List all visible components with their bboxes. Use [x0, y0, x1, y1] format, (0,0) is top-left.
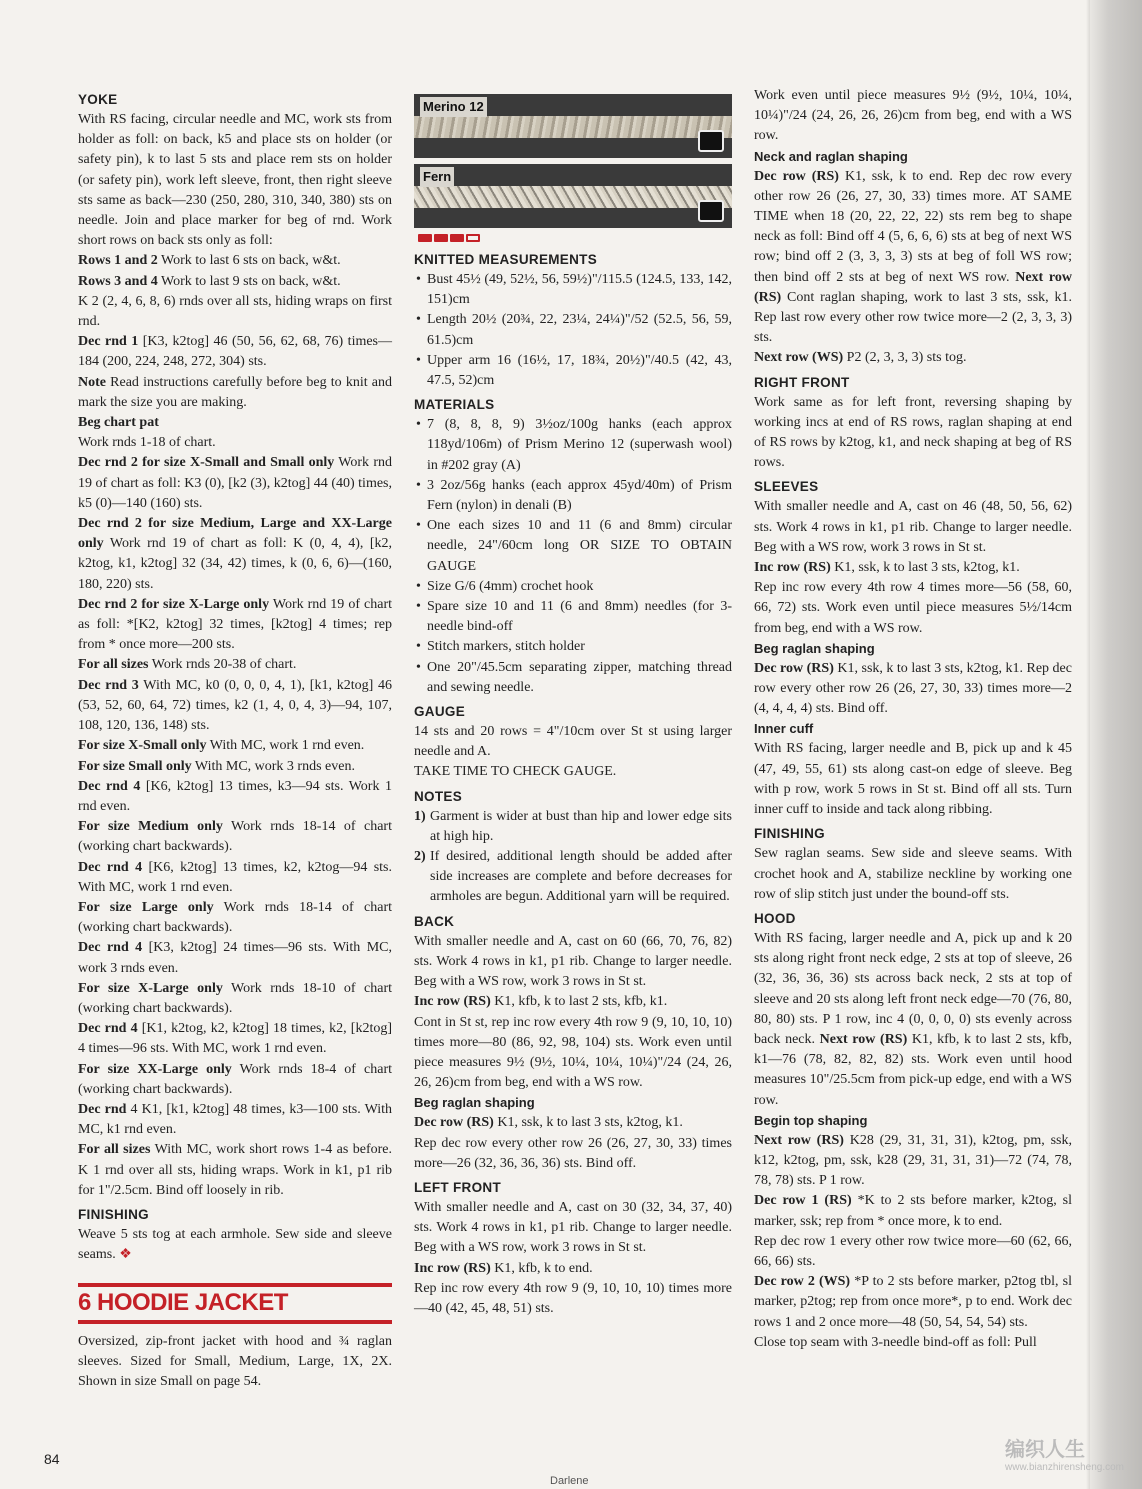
paragraph: Sew raglan seams. Sew side and sleeve seams. With crochet hook and A, stabilize neckline by working one row of slip stitch just under the bound-off sts. [754, 846, 1072, 902]
section-heading-notes: NOTES [414, 788, 463, 804]
paragraph: With smaller needle and A, cast on 46 (48, 50, 56, 62) sts. Work 4 rows in k1, p1 rib. Change to larger needle. Beg with a WS row, work 3 rows in St st. [754, 499, 1072, 555]
paragraph: Inc row (RS) K1, kfb, k to end. [414, 1260, 593, 1276]
paragraph: Rep dec row 1 every other row twice more—60 (62, 66, 66, 66) sts. [754, 1233, 1072, 1269]
paragraph: Rep dec row every other row 26 (26, 27, 30, 33) times more—26 (32, 36, 36, 36) sts. Bind off. [414, 1135, 732, 1171]
subheading: Inner cuff [754, 721, 814, 737]
column-1 [78, 86, 392, 1392]
paragraph: 14 sts and 20 rows = 4"/10cm over St st using larger needle and A. [414, 724, 732, 760]
section-heading-gauge: GAUGE [414, 704, 466, 720]
paragraph: Dec rnd 3 With MC, k0 (0, 0, 0, 4, 1), [k1, k2tog] 46 (53, 52, 60, 64, 72) times, k2 (1, 4, 0, 4, 3)—94, 107, 108, 120, 136, 148) sts. [78, 677, 392, 734]
section-heading-finishing: FINISHING [754, 826, 825, 842]
list-item: • One 20"/45.5cm separating zipper, matching thread and sewing needle. [414, 658, 732, 698]
paragraph: Dec row (RS) K1, ssk, k to last 3 sts, k2tog, k1. Rep dec row every other row 26 (26, 27, 30, 33) times more—2 (4, 4, 4, 4) sts. Bind off. [754, 660, 1072, 717]
subheading: Neck and raglan shaping [754, 148, 908, 164]
yarn-strand-image [414, 186, 732, 208]
list-item: • Upper arm 16 (16½, 17, 18¾, 20½)"/40.5 (42, 43, 47.5, 52)cm [414, 351, 732, 391]
watermark-logo: 编织人生 www.bianzhirensheng.com [1005, 1439, 1124, 1473]
paragraph: With RS facing, larger needle and B, pick up and k 45 (47, 49, 55, 61) sts along cast-on edge of sleeve. Beg with p row, work 5 rows in St st. Bind off all sts. Turn inner cuff to inside and tack along ribbing. [754, 741, 1072, 818]
paragraph: Dec row 1 (RS) *K to 2 sts before marker, k2tog, sl marker, ssk; rep from * once more, k to end. [754, 1193, 1072, 1229]
paragraph: For size Large only Work rnds 18-14 of chart (working chart backwards). [78, 899, 392, 936]
yarn-weight-icon [698, 130, 724, 152]
paragraph: For size XX-Large only Work rnds 18-4 of chart (working chart backwards). [78, 1061, 392, 1097]
list-item: • Stitch markers, stitch holder [414, 637, 732, 657]
page-number: 84 [44, 1451, 60, 1467]
column-3 [754, 86, 1072, 1353]
paragraph: Work rnds 1-18 of chart. [78, 435, 216, 451]
list-item: • Length 20½ (20¾, 22, 23¼, 24¼)"/52 (52.5, 56, 59, 61.5)cm [414, 310, 732, 350]
project-title: 6 HOODIE JACKET [78, 1283, 392, 1323]
paragraph: Rep inc row every 4th row 9 (9, 10, 10, 10) times more—40 (42, 45, 48, 51) sts. [414, 1280, 732, 1316]
paragraph: For size Medium only Work rnds 18-14 of chart (working chart backwards). [78, 819, 392, 855]
paragraph: Work same as for left front, reversing shaping by working incs at end of RS rows, raglan shaping at end of RS rows by k2tog, k1, and neck shaping at beg of RS rows. [754, 394, 1072, 471]
paragraph: TAKE TIME TO CHECK GAUGE. [414, 764, 617, 780]
paragraph: Rep inc row every 4th row 4 times more—56 (58, 60, 66, 72) sts. Work even until piece measures 5½/14cm from beg, end with a WS row. [754, 580, 1072, 636]
paragraph: Dec rnd 2 for size Medium, Large and XX-Large only Work rnd 19 of chart as foll: K (0, 4, 4), [k2, k2tog, k1, k2tog] 32 (34, 42) times, k (0, 6, 6)—(160, 180, 220) sts. [78, 516, 392, 592]
section-heading-measurements: KNITTED MEASUREMENTS [414, 252, 598, 267]
paragraph: Dec row (RS) K1, ssk, k to end. Rep dec row every other row 26 (26, 27, 30, 33) times more. AT SAME TIME when 18 (20, 22, 22, 22) sts rem beg to shape neck as foll: Bind off 4 (5, 6, 6, 6) sts at beg of next WS row; bind off 2 (3, 3, 3, 3) sts at beg of foll WS row; then bind off 2 sts at beg of next WS row. Next row (RS) Cont raglan shaping, work to last 3 sts, ssk, k1. Rep last row every other row twice more—2 (2, 3, 3, 3) sts. [754, 168, 1073, 346]
skill-level-icon [418, 234, 732, 242]
list-item: • 3 2oz/56g hanks (each approx 45yd/40m) of Prism Fern (nylon) in denali (B) [414, 476, 732, 516]
paragraph: Dec row (RS) K1, ssk, k to last 3 sts, k2tog, k1. [414, 1115, 683, 1131]
note-number: 1) [414, 808, 426, 824]
paragraph: For all sizes Work rnds 20-38 of chart. [78, 657, 297, 673]
section-heading-sleeves: SLEEVES [754, 479, 819, 495]
note-number: 2) [414, 849, 426, 865]
paragraph: With RS facing, circular needle and MC, work sts from holder as foll: on back, k5 and place sts on holder (or safety pin), k to last 5 sts and place rem sts on holder (or safety pin), work left sleeve, front, then right sleeve sts same as back—230 (250, 280, 310, 340, 380) sts on needle. Join and place marker for beg of rnd. Work short rows on back sts only as foll: [78, 112, 392, 249]
subheading: Begin top shaping [754, 1112, 868, 1128]
yarn-label: Merino 12 [420, 97, 487, 117]
paragraph: Dec rnd 4 [K3, k2tog] 24 times—96 sts. With MC, work 3 rnds even. [78, 940, 392, 976]
note-text: If desired, additional length should be added after side increases are complete and before decreases for armholes are begun. Additional yarn will be required. [430, 849, 732, 905]
paragraph: For all sizes With MC, work short rows 1-4 as before. K 1 rnd over all sts, hiding wraps. Work in k1, p1 rib for 1"/2.5cm. Bind off loosely in rib. [78, 1142, 392, 1198]
list-item: • Size G/6 (4mm) crochet hook [414, 577, 732, 597]
paragraph: Inc row (RS) K1, ssk, k to last 3 sts, k2tog, k1. [754, 560, 1020, 576]
paragraph: With smaller needle and A, cast on 30 (32, 34, 37, 40) sts. Work 4 rows in k1, p1 rib. Change to larger needle. Beg with a WS row, work 3 rows in St st. [414, 1199, 732, 1256]
note-text: Garment is wider at bust than hip and lower edge sits at high hip. [430, 808, 732, 844]
paragraph: Dec rnd 4 [K6, k2tog] 13 times, k3—94 sts. Work 1 rnd even. [78, 778, 392, 814]
paragraph: Rows 3 and 4 Work to last 9 sts on back, w&t. [78, 273, 341, 289]
paragraph: Note Read instructions carefully before beg to knit and mark the size you are making. [78, 374, 392, 410]
paragraph: For size X-Large only Work rnds 18-10 of chart (working chart backwards). [78, 980, 392, 1016]
end-mark-icon: ❖ [119, 1247, 132, 1263]
yarn-strand-image [414, 116, 732, 138]
section-heading-back: BACK [414, 913, 455, 929]
section-heading-hood: HOOD [754, 910, 796, 926]
paragraph: Beg chart pat [78, 415, 159, 431]
paragraph: Inc row (RS) K1, kfb, k to last 2 sts, kfb, k1. [414, 994, 668, 1010]
section-heading-finishing: FINISHING [78, 1206, 149, 1222]
paragraph: Dec rnd 2 for size X-Small and Small only Work rnd 19 of chart as foll: K3 (0), [k2 (3), k2tog] 44 (40) times, k5 (0)—140 (160) sts. [78, 455, 392, 511]
paragraph: Dec rnd 4 K1, [k1, k2tog] 48 times, k3—100 sts. With MC, k1 rnd even. [78, 1101, 393, 1138]
yarn-weight-icon [698, 200, 724, 222]
book-spine [1090, 0, 1142, 1489]
notes-list [414, 807, 732, 908]
paragraph: K 2 (2, 4, 6, 8, 6) rnds over all sts, hiding wraps on first rnd. [78, 293, 392, 330]
paragraph: Close top seam with 3-needle bind-off as foll: Pull [754, 1334, 1037, 1350]
yarn-label: Fern [420, 167, 454, 187]
section-heading-materials: MATERIALS [414, 397, 495, 413]
paragraph: Dec rnd 4 [K1, k2tog, k2, k2tog] 18 times, k2, [k2tog] 4 times—96 sts. With MC, work 1 rnd even. [78, 1021, 392, 1057]
paragraph: Cont in St st, rep inc row every 4th row 9 (9, 10, 10, 10) times more—80 (86, 92, 98, 104) sts. Work even until piece measures 9½ (9½, 10¼, 10¼, 10¼)"/24 (24, 26, 26, 26)cm from beg, end with a WS row. [414, 1014, 732, 1091]
paragraph: Rows 1 and 2 Work to last 6 sts on back, w&t. [78, 253, 341, 269]
note-item [414, 847, 732, 908]
list-item: • Bust 45½ (49, 52½, 56, 59½)"/115.5 (124.5, 133, 142, 151)cm [414, 270, 732, 310]
list-item: • Spare size 10 and 11 (6 and 8mm) needles (for 3-needle bind-off [414, 597, 732, 637]
materials-list [414, 415, 732, 698]
paragraph: Work even until piece measures 9½ (9½, 10¼, 10¼, 10¼)"/24 (24, 26, 26, 26)cm from beg, end with a WS row. [754, 88, 1072, 144]
paragraph: Dec rnd 4 [K6, k2tog] 13 times, k2, k2tog—94 sts. With MC, work 1 rnd even. [78, 859, 392, 895]
project-intro: Oversized, zip-front jacket with hood and ¾ raglan sleeves. Sized for Small, Medium, Large, 1X, 2X. Shown in size Small on page 54. [78, 1333, 392, 1389]
paragraph: Weave 5 sts tog at each armhole. Sew side and sleeve seams. ❖ [78, 1226, 392, 1263]
section-heading-right-front: RIGHT FRONT [754, 374, 850, 390]
paragraph: Next row (RS) K28 (29, 31, 31, 31), k2tog, pm, ssk, k12, k2tog, pm, ssk, k28 (29, 31, 31, 31)—72 (74, 78, 78, 78) sts. P 1 row. [754, 1132, 1072, 1189]
paragraph: Dec rnd 2 for size X-Large only Work rnd 19 of chart as foll: *[K2, k2tog] 32 times, [k2tog] 4 times; rep from * once more—200 sts. [78, 596, 392, 653]
yarn-swatch-fern [414, 164, 732, 228]
list-item: • One each sizes 10 and 11 (6 and 8mm) circular needle, 24"/60cm long OR SIZE TO OBTAIN GAUGE [414, 516, 732, 577]
paragraph: Dec row 2 (WS) *P to 2 sts before marker, p2tog tbl, sl marker, p2tog; rep from once more*, p to end. Work dec rows 1 and 2 once more—48 (50, 54, 54, 54) sts. [754, 1274, 1072, 1330]
scan-credit: Darlene [550, 1475, 589, 1487]
list-item: • 7 (8, 8, 8, 9) 3½oz/100g hanks (each approx 118yd/106m) of Prism Merino 12 (superwash wool) in #202 gray (A) [414, 415, 732, 476]
column-2 [414, 94, 732, 1319]
paragraph: For size X-Small only With MC, work 1 rnd even. [78, 738, 365, 754]
measurements-list [414, 270, 732, 391]
paragraph: Dec rnd 1 [K3, k2tog] 46 (50, 56, 62, 68, 76) times—184 (200, 224, 248, 272, 304) sts. [78, 334, 393, 370]
section-heading-left-front: LEFT FRONT [414, 1179, 501, 1195]
paragraph: With smaller needle and A, cast on 60 (66, 70, 76, 82) sts. Work 4 rows in k1, p1 rib. Change to larger needle. Beg with a WS row, work 3 rows in St st. [414, 933, 732, 990]
yarn-swatch-merino [414, 94, 732, 158]
subheading: Beg raglan shaping [414, 1095, 535, 1111]
paragraph: With RS facing, larger needle and A, pick up and k 20 sts along right front neck edge, 2 sts at top of sleeve, 26 (32, 36, 36, 36) sts across back neck, 2 sts at top of sleeve and 20 sts along left front neck edge—70 (76, 80, 80, 80) sts. P 1 row, inc 4 (0, 0, 0, 0) sts evenly across back neck. Next row (RS) K1, kfb, k to last 2 sts, kfb, k1—76 (78, 82, 82, 82) sts. Work even until hood measures 10"/25.5cm from pick-up edge, end with a WS row. [754, 930, 1072, 1108]
subheading: Beg raglan shaping [754, 640, 875, 656]
section-heading-yoke: YOKE [78, 92, 118, 107]
paragraph: For size Small only With MC, work 3 rnds even. [78, 758, 355, 774]
paragraph: Next row (WS) P2 (2, 3, 3, 3) sts tog. [754, 350, 967, 366]
note-item [414, 807, 732, 847]
